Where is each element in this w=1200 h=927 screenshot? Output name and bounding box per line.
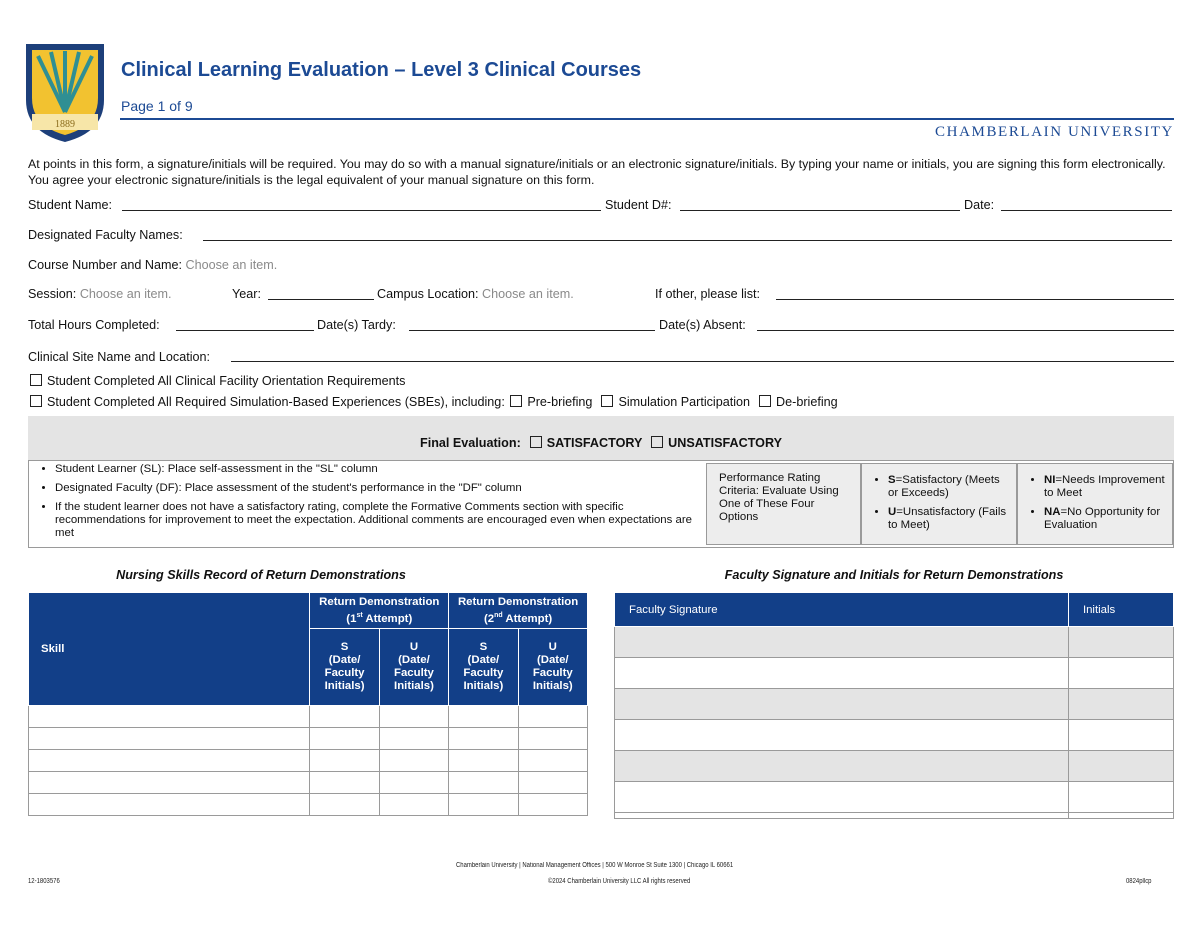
satisfactory-checkbox[interactable] bbox=[530, 436, 542, 448]
rating-text-u: =Unsatisfactory (Fails to Meet) bbox=[888, 506, 1007, 531]
page-number: Page 1 of 9 bbox=[121, 98, 193, 114]
rating-criteria-label: Performance Rating Criteria: Evaluate Using One of These Four Options bbox=[706, 463, 861, 545]
attempt1-header: Return Demonstration (1st Attempt) bbox=[310, 593, 449, 629]
faculty-names-field[interactable] bbox=[203, 240, 1172, 241]
site-label: Clinical Site Name and Location: bbox=[28, 350, 211, 364]
faculty-signature-table bbox=[614, 592, 1174, 819]
debriefing-checkbox[interactable] bbox=[759, 395, 771, 407]
year-label: Year: bbox=[232, 287, 261, 301]
table-row[interactable] bbox=[29, 794, 588, 816]
year-field[interactable] bbox=[268, 299, 374, 300]
rating-code-u: U bbox=[888, 506, 897, 518]
rating-criteria-box bbox=[28, 460, 1174, 548]
final-evaluation-label: Final Evaluation: bbox=[420, 436, 521, 450]
skills-table-title: Nursing Skills Record of Return Demonstrations bbox=[116, 568, 406, 582]
attempt2-u-header: U (Date/ Faculty Initials) bbox=[518, 629, 587, 706]
footer-code-right: 0824pllcp bbox=[1126, 878, 1152, 885]
rating-ni-na-cell bbox=[1017, 463, 1173, 545]
footer-code-left: 12-1803576 bbox=[28, 878, 60, 885]
date-label: Date: bbox=[964, 198, 995, 212]
absent-field[interactable] bbox=[757, 330, 1174, 331]
rating-code-s: S bbox=[888, 474, 896, 486]
table-row[interactable] bbox=[29, 706, 588, 728]
campus-label: Campus Location: bbox=[377, 287, 479, 301]
debriefing-label: De-briefing bbox=[776, 395, 838, 409]
student-name-field[interactable] bbox=[122, 210, 601, 211]
signature-header: Faculty Signature bbox=[615, 593, 1069, 627]
final-evaluation-banner bbox=[28, 416, 1174, 460]
table-row[interactable] bbox=[29, 772, 588, 794]
session-row bbox=[28, 287, 172, 301]
prebriefing-label: Pre-briefing bbox=[527, 395, 593, 409]
tardy-label: Date(s) Tardy: bbox=[317, 318, 396, 332]
attempt1-s-header: S (Date/ Faculty Initials) bbox=[310, 629, 379, 706]
orientation-label: Student Completed All Clinical Facility Orientation Requirements bbox=[47, 374, 406, 388]
campus-select[interactable]: Choose an item. bbox=[482, 287, 574, 301]
date-field[interactable] bbox=[1001, 210, 1172, 211]
orientation-checkbox[interactable] bbox=[30, 374, 42, 386]
student-info-row bbox=[28, 198, 112, 212]
sbe-label: Student Completed All Required Simulation-Based Experiences (SBEs), including: bbox=[47, 395, 505, 409]
unsatisfactory-label: UNSATISFACTORY bbox=[668, 436, 782, 450]
table-row[interactable] bbox=[615, 813, 1174, 819]
table-row[interactable] bbox=[615, 627, 1174, 658]
instruction-item: • Designated Faculty (DF): Place assessment of the student's performance in the "DF" column bbox=[55, 482, 705, 495]
table-row[interactable] bbox=[615, 658, 1174, 689]
session-select[interactable]: Choose an item. bbox=[79, 287, 172, 301]
student-id-label: Student D#: bbox=[605, 198, 672, 212]
footer-address: Chamberlain University | National Management Offices | 500 W Monroe St Suite 1300 | Chicago IL 60661 bbox=[456, 862, 734, 869]
absent-label: Date(s) Absent: bbox=[659, 318, 746, 332]
instruction-item: • If the student learner does not have a satisfactory rating, complete the Formative Comments section with specific recommendations for improvement to meet the expectation. Additional comments are encouraged even when expectations are met bbox=[55, 501, 705, 540]
unsatisfactory-checkbox[interactable] bbox=[651, 436, 663, 448]
esignature-notice: At points in this form, a signature/initials will be required. You may do so with a manual signature/initials or an electronic signature/initials. By typing your name or initials, you are signing this form electronically. You agree your electronic signature/initials is the legal equivalent of your manual signature on this form. bbox=[28, 157, 1166, 187]
campus-row bbox=[377, 287, 574, 301]
table-row[interactable] bbox=[615, 782, 1174, 813]
sbe-checkbox[interactable] bbox=[30, 395, 42, 407]
session-label: Session: bbox=[28, 287, 77, 301]
skills-table bbox=[28, 592, 588, 816]
attempt2-header: Return Demonstration (2nd Attempt) bbox=[449, 593, 588, 629]
footer-copyright: ©2024 Chamberlain University LLC All rights reserved bbox=[548, 878, 691, 885]
rating-code-na: NA bbox=[1044, 506, 1061, 518]
other-field[interactable] bbox=[776, 299, 1174, 300]
satisfactory-label: SATISFACTORY bbox=[546, 436, 643, 450]
other-label: If other, please list: bbox=[655, 287, 761, 301]
hours-field[interactable] bbox=[176, 330, 314, 331]
rating-text-na: =No Opportunity for Evaluation bbox=[1044, 506, 1161, 531]
header-rule bbox=[120, 118, 1174, 120]
attempt2-s-header: S (Date/ Faculty Initials) bbox=[449, 629, 518, 706]
prebriefing-checkbox[interactable] bbox=[510, 395, 522, 407]
table-row[interactable] bbox=[615, 720, 1174, 751]
university-crest-logo bbox=[24, 42, 106, 144]
orientation-row bbox=[28, 374, 405, 388]
course-select[interactable]: Choose an item. bbox=[185, 258, 278, 272]
rating-code-ni: NI bbox=[1044, 474, 1056, 486]
rating-text-s: =Satisfactory (Meets or Exceeds) bbox=[888, 474, 1000, 499]
course-row bbox=[28, 258, 277, 272]
form-title: Clinical Learning Evaluation – Level 3 Clinical Courses bbox=[121, 59, 642, 81]
rating-text-ni: =Needs Improvement to Meet bbox=[1044, 474, 1165, 499]
initials-header: Initials bbox=[1068, 593, 1173, 627]
university-wordmark: CHAMBERLAIN UNIVERSITY bbox=[935, 124, 1174, 140]
sbe-row bbox=[28, 395, 838, 409]
faculty-names-label: Designated Faculty Names: bbox=[28, 228, 183, 242]
student-id-field[interactable] bbox=[680, 210, 960, 211]
simulation-label: Simulation Participation bbox=[618, 395, 751, 409]
instructions-list bbox=[29, 463, 705, 540]
faculty-table-title: Faculty Signature and Initials for Return Demonstrations bbox=[724, 568, 1064, 582]
tardy-field[interactable] bbox=[409, 330, 655, 331]
table-row[interactable] bbox=[615, 751, 1174, 782]
table-row[interactable] bbox=[29, 728, 588, 750]
table-row[interactable] bbox=[29, 750, 588, 772]
skill-header: Skill bbox=[29, 593, 310, 706]
student-name-label: Student Name: bbox=[28, 198, 113, 212]
hours-label: Total Hours Completed: bbox=[28, 318, 160, 332]
rating-s-u-cell bbox=[861, 463, 1017, 545]
attempt1-u-header: U (Date/ Faculty Initials) bbox=[379, 629, 448, 706]
instruction-item: • Student Learner (SL): Place self-assessment in the "SL" column bbox=[55, 463, 705, 476]
course-label: Course Number and Name: bbox=[28, 258, 182, 272]
svg-text:1889: 1889 bbox=[55, 119, 75, 130]
site-field[interactable] bbox=[231, 361, 1174, 362]
table-row[interactable] bbox=[615, 689, 1174, 720]
simulation-checkbox[interactable] bbox=[601, 395, 613, 407]
